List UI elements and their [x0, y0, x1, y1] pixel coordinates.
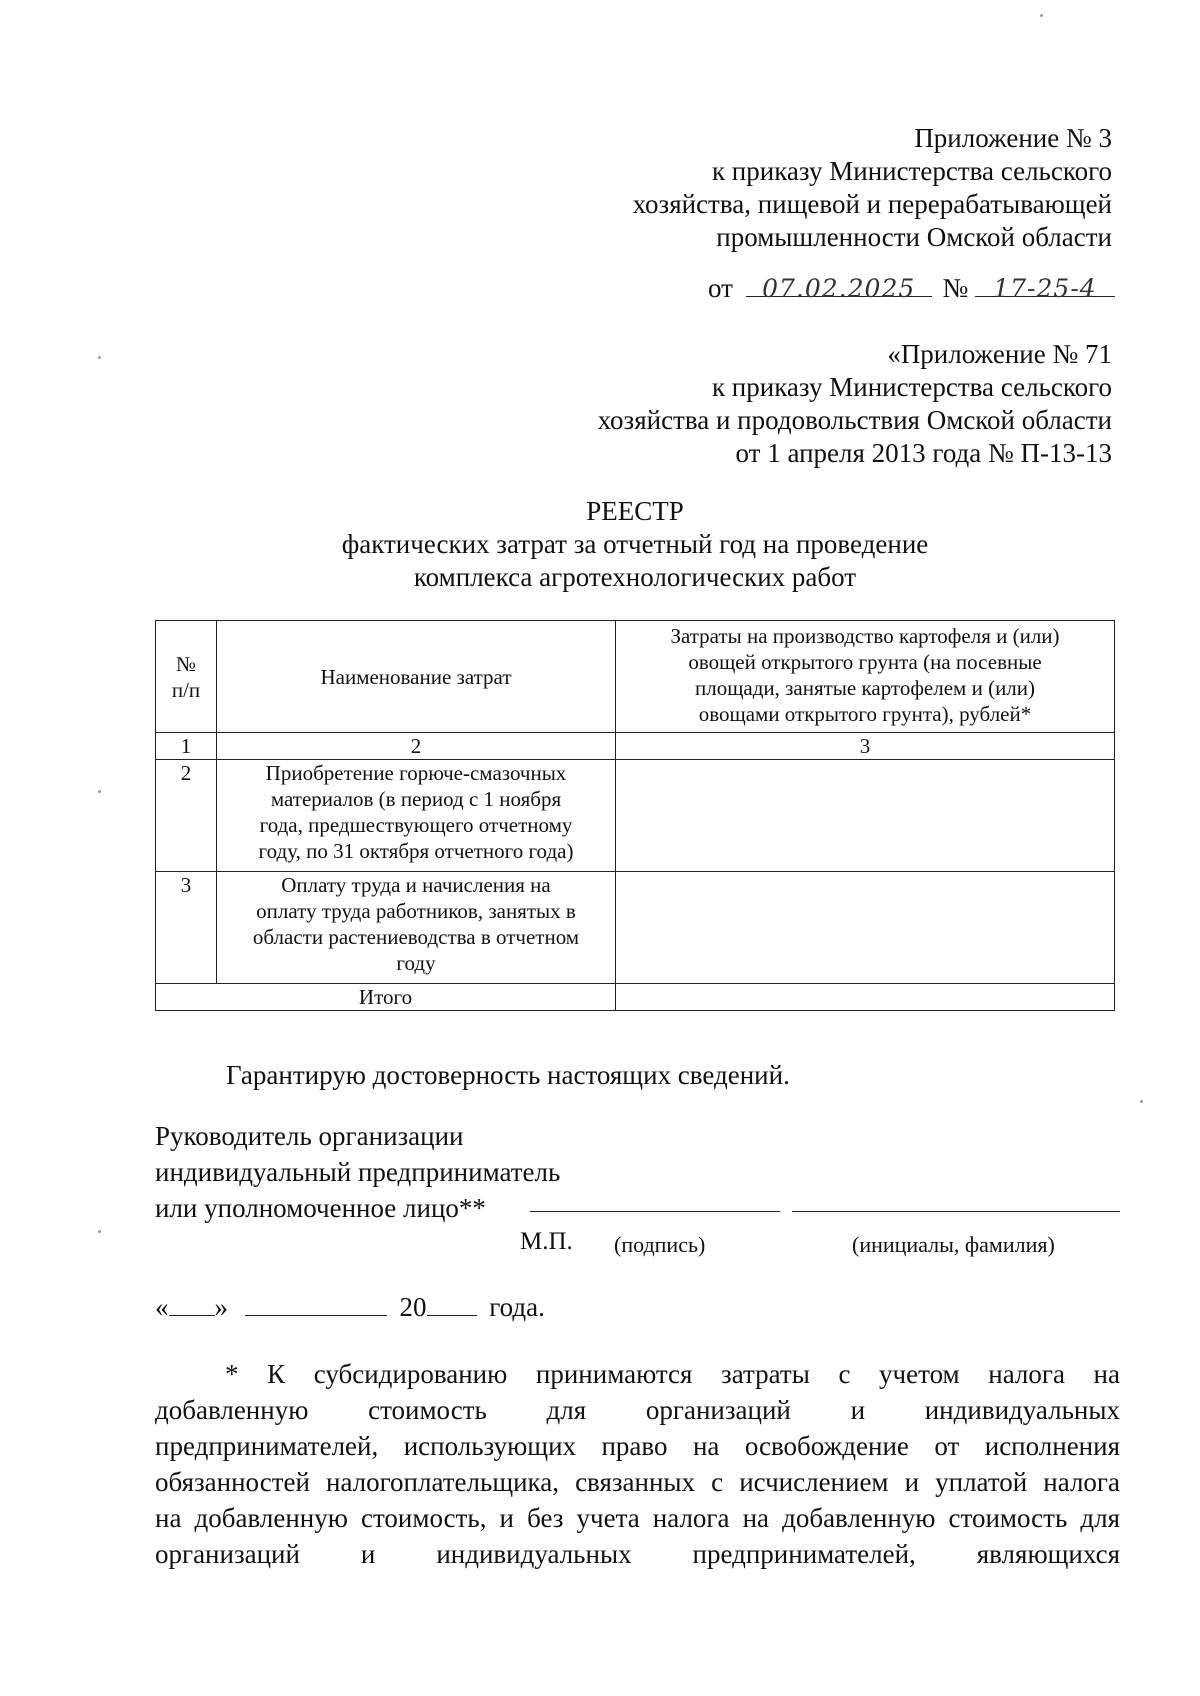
signatory-line: или уполномоченное лицо** — [155, 1193, 486, 1223]
row-name-line: области растениеводства в отчетном — [252, 925, 580, 949]
row-value-cell[interactable] — [616, 760, 1115, 872]
handwritten-number: 17-25-4 — [993, 274, 1097, 303]
cost-registry-table — [155, 620, 1115, 1011]
registry-title-sub: комплекса агротехнологических работ — [413, 562, 857, 592]
footnote-line: на добавленную стоимость, и без учета налога на добавленную стоимость для — [155, 1503, 1120, 1533]
row-name-cell — [217, 872, 616, 984]
month-field[interactable] — [245, 1291, 387, 1316]
header-number-abbr: п/п — [171, 677, 201, 702]
signatory-line: индивидуальный предприниматель — [155, 1157, 561, 1187]
name-caption: (инициалы, фамилия) — [852, 1232, 1055, 1257]
table-total-row — [156, 984, 1115, 1011]
scan-speck — [1140, 1100, 1143, 1103]
appendix-71-line: от 1 апреля 2013 года № П-13-13 — [735, 438, 1112, 468]
header-cell-costs — [616, 621, 1115, 733]
row-name-line: Приобретение горюче-смазочных — [265, 761, 567, 785]
header-costs-line: овощами открытого грунта), рублей* — [698, 702, 1032, 726]
appendix-71-line: хозяйства и продовольствия Омской области — [597, 405, 1112, 435]
signatory-line: Руководитель организации — [155, 1121, 464, 1151]
year-prefix: 20 — [399, 1292, 427, 1322]
row-name-line: оплату труда работников, занятых в — [256, 899, 576, 923]
scan-speck — [98, 790, 101, 793]
appendix-3-header — [412, 122, 1112, 254]
number-prefix: № — [942, 273, 969, 303]
guarantee-statement: Гарантирую достоверность настоящих сведений. — [226, 1060, 790, 1090]
header-number-symbol: № — [175, 651, 197, 676]
scan-speck — [1040, 14, 1043, 17]
handwritten-date-field — [746, 272, 932, 303]
table-row — [156, 872, 1115, 984]
registry-title-sub: фактических затрат за отчетный год на проведение — [341, 529, 929, 559]
column-number-cell: 1 — [156, 733, 217, 760]
year-suffix: года. — [489, 1292, 545, 1322]
header-name-text: Наименование затрат — [320, 664, 512, 689]
appendix-3-line: хозяйства, пищевой и перерабатывающей — [632, 189, 1112, 219]
total-value-cell[interactable] — [616, 984, 1115, 1011]
footnote-line: * К субсидированию принимаются затраты с учетом налога на — [225, 1359, 1120, 1389]
date-open-quote: « — [155, 1292, 169, 1322]
footnote — [155, 1356, 1120, 1572]
signature-line[interactable] — [530, 1211, 780, 1212]
table-column-number-row — [156, 733, 1115, 760]
total-label-cell: Итого — [156, 984, 616, 1011]
row-number-cell: 3 — [156, 872, 217, 984]
footnote-line: предпринимателей, использующих право на освобождение от исполнения — [155, 1431, 1120, 1461]
table-row — [156, 760, 1115, 872]
row-value-cell[interactable] — [616, 872, 1115, 984]
appendix-71-title: «Приложение № 71 — [887, 339, 1112, 369]
date-prefix: от — [708, 273, 733, 303]
header-costs-line: площади, занятые картофелем и (или) — [694, 676, 1036, 700]
signatory-block — [155, 1118, 560, 1226]
appendix-3-line: промышленности Омской области — [716, 222, 1112, 252]
footnote-line: добавленную стоимость для организаций и индивидуальных — [155, 1395, 1120, 1425]
appendix-71-header — [412, 338, 1112, 470]
row-number-cell: 2 — [156, 760, 217, 872]
appendix-3-line: к приказу Министерства сельского — [711, 156, 1112, 186]
header-costs-line: Затраты на производство картофеля и (или) — [670, 624, 1060, 648]
header-cell-name — [217, 621, 616, 733]
footnote-line: обязанностей налогоплательщика, связанных с исчислением и уплатой налога — [155, 1467, 1120, 1497]
column-number-cell: 2 — [217, 733, 616, 760]
row-name-line: материалов (в период с 1 ноября — [270, 787, 562, 811]
appendix-71-line: к приказу Министерства сельского — [711, 372, 1112, 402]
row-name-line: году — [396, 951, 436, 975]
date-line — [155, 1290, 545, 1324]
signature-caption: (подпись) — [614, 1232, 706, 1257]
row-name-line: году, по 31 октября отчетного года) — [258, 839, 574, 863]
year-field[interactable] — [427, 1291, 477, 1316]
registry-title-main: РЕЕСТР — [586, 496, 684, 526]
row-name-line: Оплату труда и начисления на — [281, 873, 551, 897]
table-header-row — [156, 621, 1115, 733]
day-field[interactable] — [169, 1291, 215, 1316]
column-number-cell: 3 — [616, 733, 1115, 760]
name-line[interactable] — [792, 1211, 1120, 1212]
scan-speck — [98, 1230, 101, 1233]
stamp-place-label: М.П. — [520, 1228, 573, 1255]
date-close-quote: » — [214, 1292, 228, 1322]
header-costs-line: овощей открытого грунта (на посевные — [688, 650, 1042, 674]
registry-title — [155, 495, 1115, 594]
scan-speck — [98, 356, 101, 359]
footnote-line: организаций и индивидуальных предпринимателей, являющихся — [155, 1539, 1120, 1569]
appendix-3-title: Приложение № 3 — [914, 123, 1112, 153]
handwritten-date: 07.02.2025 — [762, 274, 916, 303]
header-cell-number — [156, 621, 217, 733]
row-name-line: года, предшествующего отчетному — [259, 813, 573, 837]
appendix-3-date-line — [708, 272, 1115, 305]
handwritten-number-field — [975, 272, 1115, 303]
row-name-cell — [217, 760, 616, 872]
